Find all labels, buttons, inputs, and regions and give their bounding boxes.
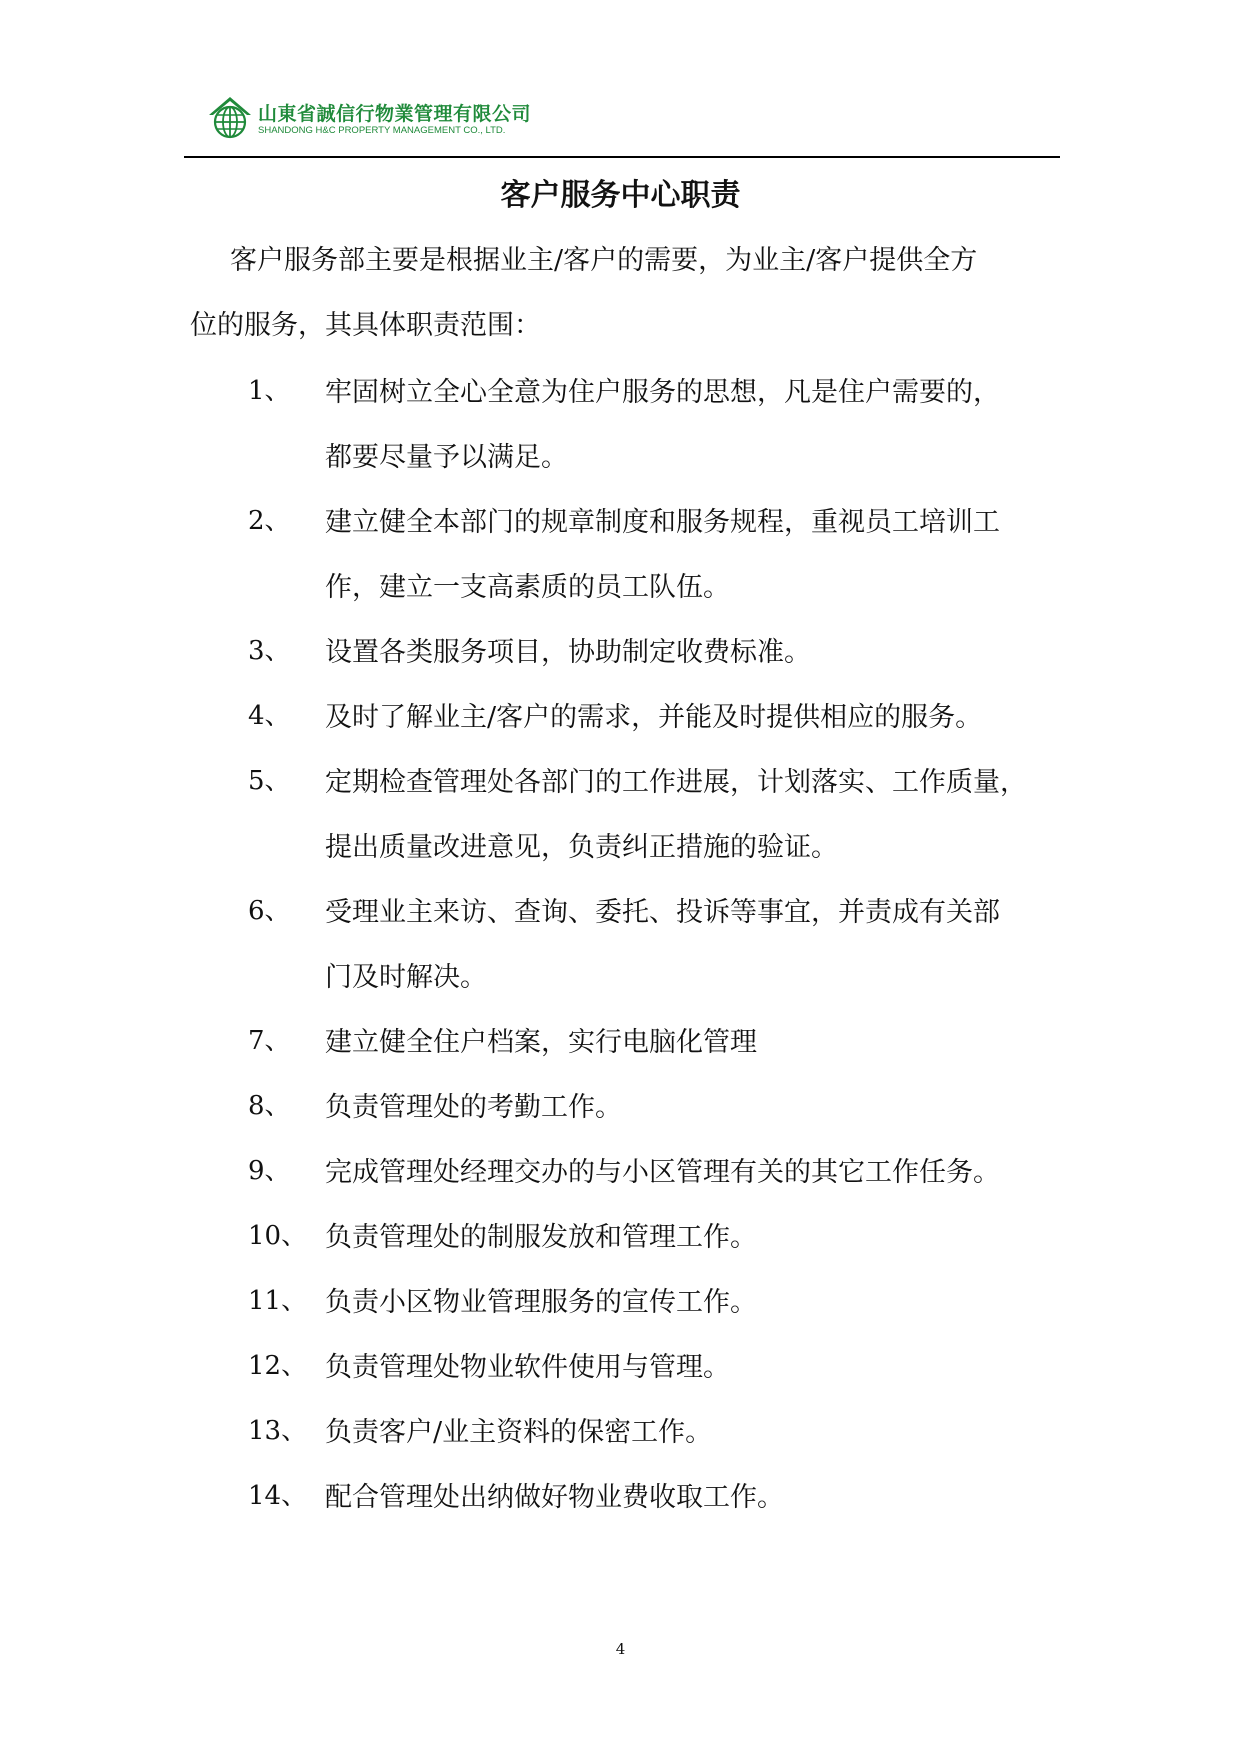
header-divider [184,156,1060,158]
list-item-text: 设置各类服务项目，协助制定收费标准。 [325,637,811,668]
list-item-text: 配合管理处出纳做好物业费收取工作。 [325,1482,784,1513]
list-item-text: 定期检查管理处各部门的工作进展，计划落实、工作质量， [325,767,1027,798]
list-item-number: 9、 [248,1156,291,1186]
list-item-text: 建立健全本部门的规章制度和服务规程，重视员工培训工 [325,507,1000,538]
list-item-number: 1、 [248,376,291,406]
list-item-text: 负责小区物业管理服务的宣传工作。 [325,1287,757,1318]
list-item-number: 11、 [248,1286,308,1316]
list-item-number: 10、 [248,1221,308,1251]
list-item-text: 负责管理处物业软件使用与管理。 [325,1352,730,1383]
list-item-text: 牢固树立全心全意为住户服务的思想，凡是住户需要的， [325,377,1000,408]
list-item-text: 完成管理处经理交办的与小区管理有关的其它工作任务。 [325,1157,1000,1188]
document-title: 客户服务中心职责 [500,178,741,213]
globe-house-icon [207,95,253,141]
list-item-number: 5、 [248,766,291,796]
list-item-text: 都要尽量予以满足。 [325,442,568,473]
list-item-text: 负责客户/业主资料的保密工作。 [325,1417,713,1448]
list-item-number: 7、 [248,1026,291,1056]
list-item-text: 负责管理处的制服发放和管理工作。 [325,1222,757,1253]
list-item-number: 13、 [248,1416,308,1446]
intro-line-1: 客户服务部主要是根据业主/客户的需要，为业主/客户提供全方 [230,245,978,276]
list-item-text: 负责管理处的考勤工作。 [325,1092,622,1123]
list-item-number: 6、 [248,896,291,926]
list-item-text: 作，建立一支高素质的员工队伍。 [325,572,730,603]
list-item-number: 12、 [248,1351,308,1381]
list-item-number: 14、 [248,1481,308,1511]
list-item-number: 4、 [248,701,291,731]
list-item-number: 3、 [248,636,291,666]
company-name-en: SHANDONG H&C PROPERTY MANAGEMENT CO., LTD. [258,125,506,136]
list-item-text: 门及时解决。 [325,962,487,993]
list-item-number: 2、 [248,506,291,536]
list-item-text: 提出质量改进意见，负责纠正措施的验证。 [325,832,838,863]
intro-line-2: 位的服务，其具体职责范围： [190,310,541,341]
page-header [207,95,1057,157]
list-item-text: 受理业主来访、查询、委托、投诉等事宜，并责成有关部 [325,897,1000,928]
list-item-text: 建立健全住户档案，实行电脑化管理 [325,1027,757,1058]
list-item-text: 及时了解业主/客户的需求，并能及时提供相应的服务。 [325,702,983,733]
list-item-number: 8、 [248,1091,291,1121]
page-number: 4 [615,1640,626,1658]
company-name-cn: 山東省誠信行物業管理有限公司 [258,103,532,125]
